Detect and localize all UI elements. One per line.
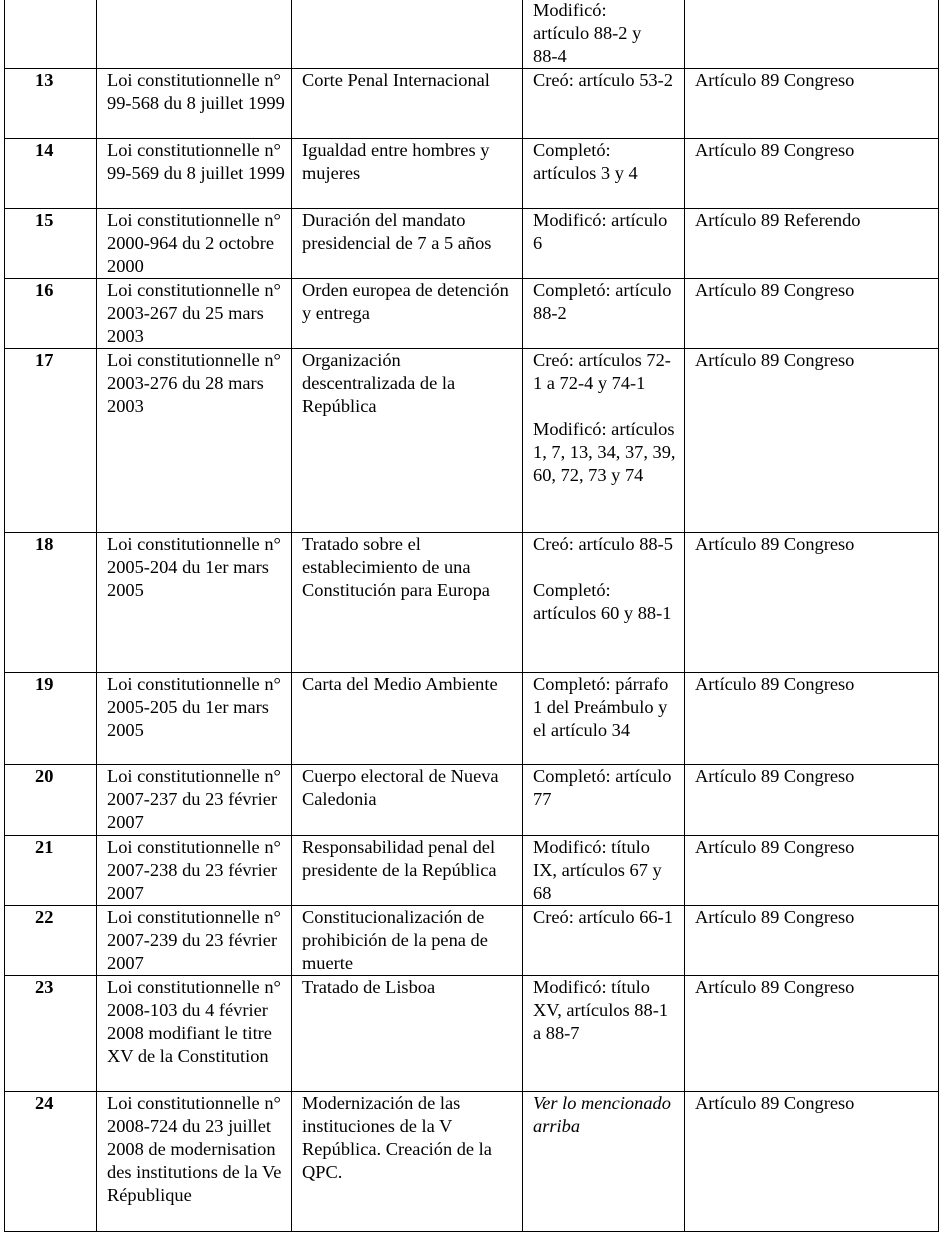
revision-number-cell: 19 xyxy=(5,673,97,765)
procedure-cell: Artículo 89 Congreso xyxy=(685,349,939,533)
revision-number-cell xyxy=(5,0,97,69)
action-line: Completó: párrafo 1 del Preámbulo y el artículo 34 xyxy=(533,674,669,740)
subject-cell: Tratado sobre el establecimiento de una Constitución para Europa xyxy=(292,533,523,673)
action-line: Creó: artículos 72-1 a 72-4 y 74-1 xyxy=(533,350,671,393)
subject-cell: Duración del mandato presidencial de 7 a 5 años xyxy=(292,209,523,279)
table-row xyxy=(5,279,939,349)
subject-cell: Constitucionalización de prohibición de la pena de muerte xyxy=(292,906,523,976)
action-cell xyxy=(523,906,685,976)
action-line xyxy=(533,395,678,418)
table-row xyxy=(5,139,939,209)
action-cell xyxy=(523,0,685,69)
action-line: Creó: artículo 53-2 xyxy=(533,70,673,90)
constitutional-law-cell: Loi constitutionnelle n° 2000-964 du 2 octobre 2000 xyxy=(97,209,292,279)
action-line xyxy=(533,556,678,579)
action-cell xyxy=(523,673,685,765)
constitutional-law-cell: Loi constitutionnelle n° 2005-204 du 1er mars 2005 xyxy=(97,533,292,673)
subject-cell: Responsabilidad penal del presidente de la República xyxy=(292,836,523,906)
action-cell xyxy=(523,139,685,209)
revision-number-cell: 21 xyxy=(5,836,97,906)
action-cell xyxy=(523,209,685,279)
table-row xyxy=(5,765,939,836)
table-row xyxy=(5,673,939,765)
revision-number-cell: 18 xyxy=(5,533,97,673)
action-line: Ver lo mencionado arriba xyxy=(533,1093,671,1136)
constitutional-law-cell: Loi constitutionnelle n° 2008-103 du 4 février 2008 modifiant le titre XV de la Constitution xyxy=(97,976,292,1092)
constitutional-law-cell: Loi constitutionnelle n° 2008-724 du 23 juillet 2008 de modernisation des institutions de la Ve République xyxy=(97,1092,292,1232)
table-row xyxy=(5,976,939,1092)
action-line: Modificó: xyxy=(533,0,607,20)
constitutional-law-cell xyxy=(97,0,292,69)
procedure-cell: Artículo 89 Congreso xyxy=(685,976,939,1092)
constitutional-law-cell: Loi constitutionnelle n° 2005-205 du 1er mars 2005 xyxy=(97,673,292,765)
table-row xyxy=(5,349,939,533)
action-cell xyxy=(523,279,685,349)
revision-number-cell: 23 xyxy=(5,976,97,1092)
action-line: 88-4 xyxy=(533,46,567,66)
action-line: Modificó: título IX, artículos 67 y 68 xyxy=(533,837,662,903)
revision-number-cell: 20 xyxy=(5,765,97,836)
constitutional-law-cell: Loi constitutionnelle n° 99-569 du 8 juillet 1999 xyxy=(97,139,292,209)
revision-number-cell: 14 xyxy=(5,139,97,209)
table-row xyxy=(5,209,939,279)
action-cell xyxy=(523,976,685,1092)
constitutional-law-cell: Loi constitutionnelle n° 2007-238 du 23 février 2007 xyxy=(97,836,292,906)
procedure-cell: Artículo 89 Congreso xyxy=(685,279,939,349)
constitutional-law-cell: Loi constitutionnelle n° 2007-237 du 23 février 2007 xyxy=(97,765,292,836)
action-cell xyxy=(523,1092,685,1232)
constitutional-law-cell: Loi constitutionnelle n° 2007-239 du 23 février 2007 xyxy=(97,906,292,976)
procedure-cell: Artículo 89 Congreso xyxy=(685,673,939,765)
table-row xyxy=(5,906,939,976)
action-cell xyxy=(523,533,685,673)
action-line: Completó: artículo 77 xyxy=(533,766,672,809)
table-row xyxy=(5,69,939,139)
action-line: Modificó: artículos 1, 7, 13, 34, 37, 39, 60, 72, 73 y 74 xyxy=(533,419,676,485)
subject-cell: Modernización de las instituciones de la V República. Creación de la QPC. xyxy=(292,1092,523,1232)
table-row xyxy=(5,0,939,69)
revision-number-cell: 24 xyxy=(5,1092,97,1232)
action-line: Modificó: artículo 6 xyxy=(533,210,668,253)
subject-cell: Carta del Medio Ambiente xyxy=(292,673,523,765)
action-line: Creó: artículo 88-5 xyxy=(533,534,673,554)
revision-number-cell: 22 xyxy=(5,906,97,976)
procedure-cell: Artículo 89 Congreso xyxy=(685,69,939,139)
action-line: Modificó: título XV, artículos 88-1 a 88-7 xyxy=(533,977,669,1043)
revisions-table xyxy=(4,0,939,1232)
procedure-cell: Artículo 89 Congreso xyxy=(685,139,939,209)
action-line: Completó: artículo 88-2 xyxy=(533,280,672,323)
action-line: Creó: artículo 66-1 xyxy=(533,907,673,927)
action-cell xyxy=(523,349,685,533)
subject-cell: Orden europea de detención y entrega xyxy=(292,279,523,349)
procedure-cell: Artículo 89 Congreso xyxy=(685,906,939,976)
action-cell xyxy=(523,836,685,906)
table-body xyxy=(5,0,939,1232)
procedure-cell: Artículo 89 Referendo xyxy=(685,209,939,279)
procedure-cell: Artículo 89 Congreso xyxy=(685,533,939,673)
procedure-cell: Artículo 89 Congreso xyxy=(685,765,939,836)
table-row xyxy=(5,836,939,906)
subject-cell: Cuerpo electoral de Nueva Caledonia xyxy=(292,765,523,836)
action-line: Completó: artículos 60 y 88-1 xyxy=(533,580,672,623)
constitutional-law-cell: Loi constitutionnelle n° 99-568 du 8 juillet 1999 xyxy=(97,69,292,139)
revision-number-cell: 13 xyxy=(5,69,97,139)
subject-cell: Corte Penal Internacional xyxy=(292,69,523,139)
revision-number-cell: 17 xyxy=(5,349,97,533)
revision-number-cell: 16 xyxy=(5,279,97,349)
table-row xyxy=(5,533,939,673)
procedure-cell xyxy=(685,0,939,69)
constitutional-law-cell: Loi constitutionnelle n° 2003-276 du 28 mars 2003 xyxy=(97,349,292,533)
subject-cell: Igualdad entre hombres y mujeres xyxy=(292,139,523,209)
procedure-cell: Artículo 89 Congreso xyxy=(685,1092,939,1232)
action-line: Completó: artículos 3 y 4 xyxy=(533,140,638,183)
revision-number-cell: 15 xyxy=(5,209,97,279)
table-row xyxy=(5,1092,939,1232)
action-cell xyxy=(523,765,685,836)
action-line: artículo 88-2 y xyxy=(533,23,642,43)
subject-cell: Organización descentralizada de la República xyxy=(292,349,523,533)
subject-cell xyxy=(292,0,523,69)
subject-cell: Tratado de Lisboa xyxy=(292,976,523,1092)
action-cell xyxy=(523,69,685,139)
procedure-cell: Artículo 89 Congreso xyxy=(685,836,939,906)
constitutional-law-cell: Loi constitutionnelle n° 2003-267 du 25 mars 2003 xyxy=(97,279,292,349)
